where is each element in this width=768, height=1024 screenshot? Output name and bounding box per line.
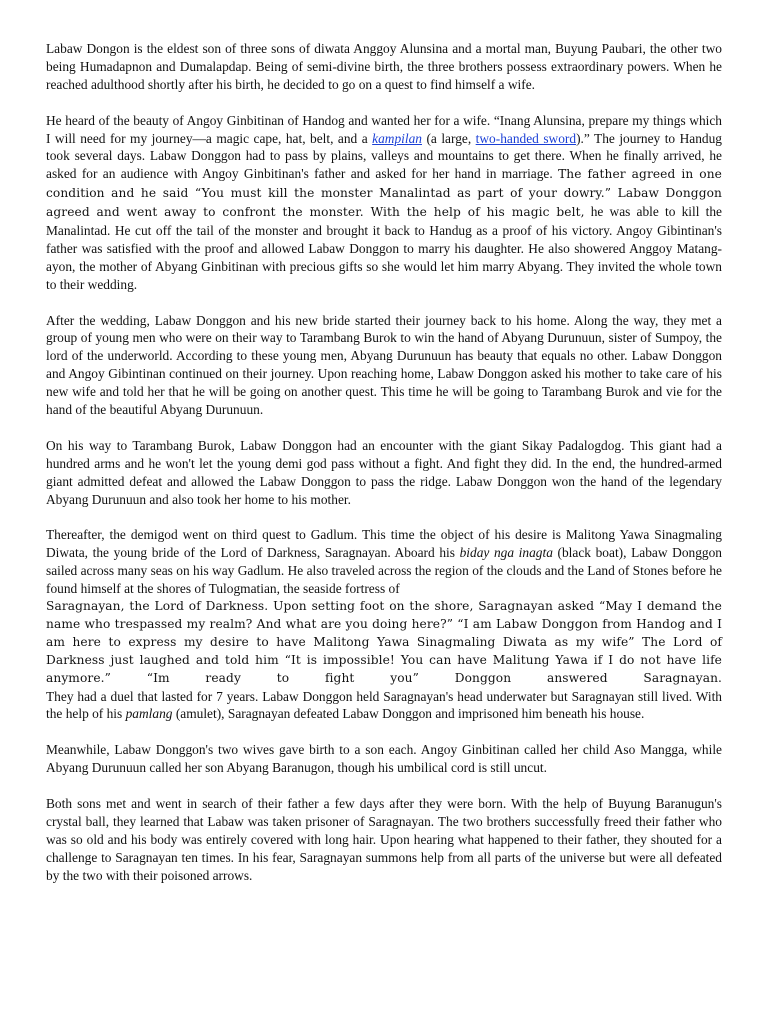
paragraph-3: After the wedding, Labaw Donggon and his new bride started their journey back to his home. Along the way, they met a group of young men who were on their way to Tarambang Burok to win the hand of Abyang Durunuun, sister of Sumpoy, the lord of the underworld. According to these young men, Abyang Durunuun has beauty that equals no other. Labaw Donggon and Angoy Gibintinan continued on their journey. Upon reaching home, Labaw Donggon asked his mother to take care of his new wife and told her that he will be going on another quest. This time he will be going to Tarambang Burok and vie for the hand of the beautiful Abyang Durunuun. xyxy=(46,312,722,418)
two-handed-sword-link[interactable]: two-handed sword xyxy=(475,130,577,146)
paragraph-2-text-c: ).” The journey to Handug took several days. Labaw Donggon had to pass by plains, valleys and mountains to get there. When he finally arrived, he asked for an audience with Angoy Ginbitinan's father and asked for her hand in marriage. xyxy=(46,130,722,182)
paragraph-6: Meanwhile, Labaw Donggon's two wives gave birth to a son each. Angoy Ginbitinan called her child Aso Mangga, while Abyang Durunuun called her son Abyang Baranugon, though his umbilical cord is still uncut. xyxy=(46,742,722,776)
paragraph-5-text-c: Saragnayan, the Lord of Darkness. Upon setting foot on the shore, Saragnayan asked “May I demand the name who trespassed my realm? And what are you doing here?” “I am Labaw Donggon from Handog and I am here to express my desire to have Malitong Yawa Sinagmaling Diwata as my wife” The Lord of Darkness just laughed and told him “It is impossible! You can have Malitung Yawa if I do not have life anymore.” “Im ready to fight you” Donggon answered Saragnayan. xyxy=(46,599,722,685)
paragraph-4: On his way to Tarambang Burok, Labaw Donggon had an encounter with the giant Sikay Padalogdog. This giant had a hundred arms and he won't let the young demi god pass without a fight. And fight they did. In the end, the hundred-armed giant admitted defeat and allowed the Labaw Donggon to pass the ridge. Labaw Donggon won the hand of the legendary Abyang Durunuun and also took her home to his mother. xyxy=(46,437,722,507)
paragraph-2-text-d: The father agreed in one condition and he said “You must kill the monster Manalintad as part of your dowry.” Labaw Donggon agreed and went away to confront the monster. With the help of his magic belt, xyxy=(46,167,722,220)
pamlang-term: pamlang xyxy=(125,706,173,722)
paragraph-7: Both sons met and went in search of their father a few days after they were born. With the help of Buyung Baranugun's crystal ball, they learned that Labaw was taken prisoner of Saragnayan. The two brothers successfully freed their father who was so old and his body was entirely covered with long hair. Upon hearing what happened to their father, they shouted for a challenge to Saragnayan ten times. In his fear, Saragnayan summons help from all parts of the universe but were all defeated by the two with their poisoned arrows. xyxy=(46,795,722,883)
paragraph-1: Labaw Dongon is the eldest son of three sons of diwata Anggoy Alunsina and a mortal man, Buyung Paubari, the other two being Humadapnon and Dumalapdap. Being of semi-divine birth, the three brothers possess extraordinary powers. When he reached adulthood shortly after his birth, he decided to go on a quest to find himself a wife. xyxy=(46,41,722,92)
paragraph-2-text-a: He heard of the beauty of Angoy Ginbitinan of Handog and wanted her for a wife. “Inang Alunsina, prepare my things which I will need for my journey—a magic cape, hat, belt, and a xyxy=(46,112,722,146)
paragraph-5-text-a: Thereafter, the demigod went on third quest to Gadlum. This time the object of his desire is Malitong Yawa Sinagmaling Diwata, the young bride of the Lord of Darkness, Saragnayan. Aboard his xyxy=(46,527,722,561)
paragraph-2 xyxy=(46,112,722,294)
paragraph-5-text-b: (black boat), Labaw Donggon sailed across many seas on his way Gadlum. He also traveled across the region of the clouds and the Land of Stones before he found himself at the shores of Tulogmatian, the seaside fortress of xyxy=(46,545,722,597)
paragraph-5-text-e: (amulet), Saragnayan defeated Labaw Donggon and imprisoned him beneath his house. xyxy=(172,706,645,722)
paragraph-2-text-e: he was able to kill the Manalintad. He cut off the tail of the monster and brought it back to Handug as a proof of his victory. Angoy Gibintinan's father was satisfied with the proof and allowed Labaw Donggon to marry his daughter. He also showered Anggoy Matang-ayon, the mother of Abyang Ginbitinan with precious gifts so she would let him marry Abyang. They invited the whole town to their wedding. xyxy=(46,204,722,292)
kampilan-link[interactable]: kampilan xyxy=(372,130,422,146)
paragraph-2-text-b: (a large, xyxy=(421,130,476,146)
paragraph-5 xyxy=(46,526,722,723)
paragraph-5-text-d: They had a duel that lasted for 7 years. Labaw Donggon held Saragnayan's head underwater but Saragnayan still lived. With the help of his xyxy=(46,688,722,722)
biday-nga-inagta-term: biday nga inagta xyxy=(459,545,553,561)
